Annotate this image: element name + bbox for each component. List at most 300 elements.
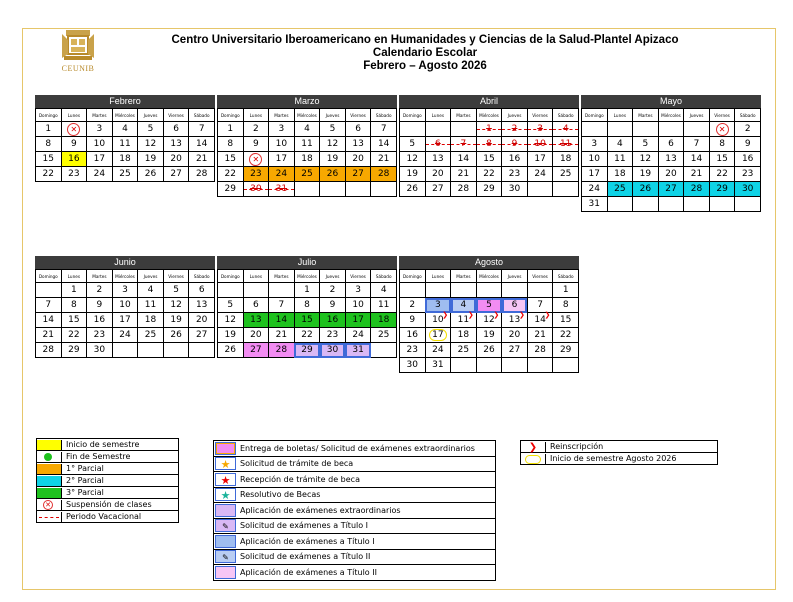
day-number: 18 (119, 154, 131, 164)
day-number: 6 (355, 124, 361, 134)
day-number: 11 (614, 154, 626, 164)
legend-label: Recepción de trámite de beca (240, 474, 360, 484)
blue-doc-icon: ✎ (215, 550, 236, 563)
month-name: Junio (35, 256, 215, 269)
day-cell (451, 283, 477, 298)
day-number: 20 (432, 169, 444, 179)
day-cell (607, 197, 633, 212)
day-cell (476, 182, 502, 197)
day-cell (112, 167, 138, 182)
day-number: 30 (741, 184, 754, 194)
legend-label: Reinscripción (550, 442, 604, 451)
day-cell (400, 328, 426, 343)
calendar-title: Calendario Escolar (372, 47, 478, 59)
day-name: Lunes (425, 270, 451, 283)
day-cell (425, 313, 451, 328)
day-name: Martes (269, 270, 295, 283)
day-number: 31 (275, 184, 288, 194)
day-cell (527, 358, 553, 373)
day-number: 10 (432, 315, 444, 325)
day-number: 18 (377, 315, 390, 325)
day-number: 8 (486, 139, 492, 149)
month-name: Marzo (217, 95, 397, 108)
day-cell (527, 122, 553, 137)
day-number: 19 (483, 330, 495, 340)
day-cell (451, 182, 477, 197)
day-cell (476, 328, 502, 343)
day-cell (527, 137, 553, 152)
day-number: 26 (483, 345, 495, 355)
day-number: 21 (457, 169, 470, 179)
day-number: 18 (457, 330, 470, 340)
day-number: 27 (352, 169, 364, 179)
day-cell (163, 328, 189, 343)
day-cell (502, 152, 528, 167)
day-number: 8 (227, 139, 234, 149)
legend-item (37, 499, 178, 511)
day-cell (243, 152, 269, 167)
legend-label: Inicio de semestre (66, 440, 140, 449)
day-name: Lunes (61, 109, 87, 122)
month-name: Mayo (581, 95, 761, 108)
day-cell (345, 313, 371, 328)
dash-icon (37, 512, 62, 522)
legend-label: Solicitud de exámenes a Título I (240, 521, 369, 531)
month-agosto (399, 256, 579, 373)
day-number: 5 (409, 139, 416, 149)
day-number: 14 (534, 315, 546, 325)
day-number: 13 (250, 315, 262, 325)
day-number: 10 (119, 300, 131, 310)
day-number: 28 (377, 169, 390, 179)
day-number: 11 (377, 300, 390, 310)
day-cell (607, 152, 633, 167)
day-cell (633, 152, 659, 167)
day-cell (709, 182, 735, 197)
legend-label: Fin de Semestre (66, 452, 131, 461)
reinscription-icon: ❯ (518, 311, 525, 319)
day-name: Jueves (684, 109, 710, 122)
day-cell (163, 152, 189, 167)
day-number: 11 (301, 139, 313, 149)
day-cell (425, 122, 451, 137)
day-cell (527, 328, 553, 343)
day-number: 18 (614, 169, 626, 179)
day-name: Martes (633, 109, 659, 122)
day-number: 15 (224, 154, 236, 164)
day-number: 25 (559, 169, 572, 179)
day-cell (425, 167, 451, 182)
day-number: 12 (326, 139, 339, 149)
day-number: 22 (483, 169, 495, 179)
day-number: 7 (537, 300, 543, 310)
day-cell (553, 283, 579, 298)
day-cell (138, 122, 164, 137)
day-cell (451, 328, 477, 343)
day-cell (218, 313, 244, 328)
day-number: 25 (457, 345, 470, 355)
day-number: 19 (639, 169, 652, 179)
day-name: Miércoles (112, 109, 138, 122)
day-number: 6 (434, 139, 441, 149)
day-cell (345, 122, 371, 137)
day-number: 13 (352, 139, 364, 149)
day-cell (451, 167, 477, 182)
day-number: 26 (406, 184, 418, 194)
day-cell (451, 313, 477, 328)
day-cell (451, 122, 477, 137)
legend-item (214, 441, 495, 457)
day-number: 17 (93, 154, 106, 164)
day-cell (61, 313, 87, 328)
pink-box-icon (215, 442, 236, 455)
day-cell (371, 328, 397, 343)
day-number: 14 (195, 139, 208, 149)
day-cell (294, 122, 320, 137)
day-cell (243, 167, 269, 182)
day-name: Lunes (243, 270, 269, 283)
day-cell (502, 122, 528, 137)
day-cell (243, 137, 269, 152)
day-name: Miércoles (294, 270, 320, 283)
day-cell (189, 343, 215, 358)
day-number: 22 (68, 330, 80, 340)
day-cell (582, 182, 608, 197)
day-number: 19 (406, 169, 418, 179)
day-number: 21 (534, 330, 546, 340)
day-cell (476, 137, 502, 152)
day-number: 3 (537, 124, 543, 134)
day-cell (735, 152, 761, 167)
day-number: 4 (616, 139, 623, 149)
day-number: 5 (173, 285, 179, 295)
day-number: 30 (326, 345, 339, 355)
day-number: 10 (352, 300, 364, 310)
day-cell (400, 152, 426, 167)
day-cell (163, 313, 189, 328)
day-number: 11 (119, 139, 131, 149)
day-number: 23 (741, 169, 754, 179)
day-number: 12 (170, 300, 182, 310)
day-number: 28 (275, 345, 288, 355)
day-number: 29 (716, 184, 728, 194)
day-number: 24 (588, 184, 600, 194)
day-number: 6 (668, 139, 674, 149)
legend-item (521, 441, 717, 453)
day-cell (189, 122, 215, 137)
day-cell (425, 358, 451, 373)
day-number: 14 (42, 315, 54, 325)
day-name: Lunes (61, 270, 87, 283)
day-cell (36, 137, 62, 152)
legend-label: 1° Parcial (66, 464, 104, 473)
day-number: 25 (144, 330, 157, 340)
day-cell (582, 167, 608, 182)
day-cell (371, 167, 397, 182)
day-number: 12 (144, 139, 157, 149)
teal-star-icon: ★ (215, 488, 236, 501)
day-cell (138, 283, 164, 298)
day-number: 9 (409, 315, 416, 325)
day-number: 18 (144, 315, 157, 325)
day-number: 28 (42, 345, 54, 355)
orange-star-icon: ★ (215, 457, 236, 470)
day-cell (61, 167, 87, 182)
suspension-icon: ✕ (249, 153, 262, 166)
day-cell (345, 283, 371, 298)
day-cell (87, 283, 113, 298)
day-name: Sábado (189, 270, 215, 283)
day-number: 17 (275, 154, 288, 164)
day-number: 6 (198, 285, 205, 295)
day-number: 16 (93, 315, 106, 325)
legend-label: 2° Parcial (66, 476, 104, 485)
legend-item (214, 472, 495, 488)
legend-item (214, 488, 495, 504)
day-number: 16 (508, 154, 521, 164)
day-number: 27 (250, 345, 262, 355)
day-number: 1 (562, 285, 569, 295)
legend-label: Resolutivo de Becas (240, 490, 321, 500)
day-number: 24 (93, 169, 106, 179)
day-cell (269, 313, 295, 328)
day-number: 24 (275, 169, 288, 179)
reinscription-icon: ❯ (442, 311, 449, 319)
day-cell (553, 182, 579, 197)
day-number: 8 (562, 300, 569, 310)
legend-item (214, 565, 495, 580)
day-number: 25 (377, 330, 390, 340)
day-number: 10 (93, 139, 106, 149)
day-cell (684, 122, 710, 137)
lav-box-icon (215, 504, 236, 517)
day-number: 19 (224, 330, 236, 340)
day-number: 28 (195, 169, 208, 179)
sus-icon-icon: ✕ (37, 500, 62, 510)
day-cell (243, 328, 269, 343)
day-cell (320, 328, 346, 343)
day-cell (61, 283, 87, 298)
day-number: 12 (406, 154, 418, 164)
day-cell (502, 182, 528, 197)
day-cell (294, 343, 320, 358)
day-number: 31 (588, 199, 600, 209)
day-cell (345, 152, 371, 167)
day-cell (218, 298, 244, 313)
day-cell (527, 152, 553, 167)
day-cell (61, 328, 87, 343)
day-cell (294, 283, 320, 298)
day-cell (476, 313, 502, 328)
day-cell (320, 298, 346, 313)
lav-doc-icon: ✎ (215, 519, 236, 532)
legend-label: Aplicación de exámenes extraordinarios (240, 505, 401, 515)
day-cell (269, 182, 295, 197)
day-number: 23 (406, 345, 418, 355)
day-number: 16 (68, 154, 80, 164)
day-cell (709, 152, 735, 167)
day-number: 24 (352, 330, 364, 340)
day-number: 10 (534, 139, 546, 149)
day-cell (294, 328, 320, 343)
day-cell (451, 137, 477, 152)
day-cell (138, 343, 164, 358)
day-cell (400, 122, 426, 137)
day-cell (371, 313, 397, 328)
day-cell (243, 298, 269, 313)
day-number: 29 (483, 184, 495, 194)
day-cell (400, 358, 426, 373)
day-cell (371, 182, 397, 197)
day-cell (371, 298, 397, 313)
day-cell (112, 137, 138, 152)
day-cell (582, 197, 608, 212)
legend-left (36, 438, 179, 523)
day-number: 25 (614, 184, 626, 194)
day-number: 19 (144, 154, 157, 164)
day-number: 8 (45, 139, 52, 149)
day-cell (87, 298, 113, 313)
day-name: Jueves (320, 270, 346, 283)
day-cell (87, 167, 113, 182)
day-cell (243, 283, 269, 298)
day-cell (218, 328, 244, 343)
day-number: 5 (227, 300, 234, 310)
day-number: 2 (96, 285, 103, 295)
day-number: 7 (278, 300, 285, 310)
day-cell (553, 167, 579, 182)
day-cell (553, 137, 579, 152)
day-number: 3 (591, 139, 598, 149)
day-number: 7 (460, 139, 467, 149)
day-number: 13 (195, 300, 208, 310)
day-number: 15 (301, 315, 313, 325)
day-name: Martes (451, 270, 477, 283)
suspension-icon: ✕ (716, 123, 729, 136)
month-abril (399, 95, 579, 197)
day-number: 16 (406, 330, 418, 340)
day-name: Viernes (527, 109, 553, 122)
day-number: 22 (42, 169, 54, 179)
day-number: 23 (326, 330, 339, 340)
day-cell (189, 283, 215, 298)
day-cell (400, 313, 426, 328)
day-cell (582, 122, 608, 137)
day-cell (400, 298, 426, 313)
legend-item (214, 534, 495, 550)
day-cell (735, 122, 761, 137)
day-cell (684, 197, 710, 212)
day-number: 21 (275, 330, 288, 340)
day-name: Jueves (502, 109, 528, 122)
day-number: 29 (559, 345, 572, 355)
day-name: Viernes (345, 270, 371, 283)
day-cell (553, 313, 579, 328)
legend-label: Suspensión de clases (66, 500, 152, 509)
crest-icon (58, 28, 98, 64)
day-number: 20 (508, 330, 521, 340)
day-name: Sábado (735, 109, 761, 122)
legend-right (520, 440, 718, 465)
day-number: 28 (534, 345, 546, 355)
day-cell (502, 283, 528, 298)
day-number: 5 (147, 124, 154, 134)
day-cell (61, 122, 87, 137)
day-cell (607, 122, 633, 137)
day-cell (709, 137, 735, 152)
day-cell (607, 167, 633, 182)
day-cell (269, 122, 295, 137)
period-title: Febrero – Agosto 2026 (363, 60, 487, 72)
day-name: Domingo (218, 109, 244, 122)
day-cell (658, 122, 684, 137)
day-name: Miércoles (476, 270, 502, 283)
legend-item (37, 475, 178, 487)
day-number: 25 (119, 169, 131, 179)
day-cell (451, 358, 477, 373)
day-number: 2 (329, 285, 336, 295)
day-cell (345, 167, 371, 182)
day-number: 26 (144, 169, 157, 179)
day-cell (163, 298, 189, 313)
day-cell (425, 182, 451, 197)
day-cell (502, 358, 528, 373)
day-cell (218, 152, 244, 167)
day-cell (425, 328, 451, 343)
day-cell (371, 137, 397, 152)
day-number: 13 (508, 315, 521, 325)
day-number: 20 (352, 154, 364, 164)
day-cell (138, 313, 164, 328)
green-dot-icon (37, 452, 62, 462)
day-cell (87, 122, 113, 137)
day-number: 14 (275, 315, 288, 325)
day-cell (502, 328, 528, 343)
day-cell (527, 182, 553, 197)
day-number: 4 (460, 300, 467, 310)
day-cell (218, 167, 244, 182)
day-number: 30 (250, 184, 262, 194)
day-number: 17 (119, 315, 131, 325)
day-name: Viernes (527, 270, 553, 283)
day-cell (502, 137, 528, 152)
day-number: 10 (588, 154, 600, 164)
day-number: 27 (170, 169, 182, 179)
day-cell (633, 182, 659, 197)
day-name: Domingo (36, 270, 62, 283)
day-name: Miércoles (112, 270, 138, 283)
legend-item (37, 439, 178, 451)
day-cell (425, 152, 451, 167)
day-cell (163, 167, 189, 182)
day-number: 23 (250, 169, 262, 179)
day-name: Jueves (320, 109, 346, 122)
day-number: 11 (559, 139, 572, 149)
day-number: 5 (486, 300, 492, 310)
day-number: 23 (68, 169, 80, 179)
yellow-icon (37, 440, 62, 450)
day-cell (294, 167, 320, 182)
day-name: Viernes (163, 109, 189, 122)
day-cell (36, 328, 62, 343)
day-number: 18 (559, 154, 572, 164)
month-name: Julio (217, 256, 397, 269)
day-cell (400, 167, 426, 182)
day-cell (451, 152, 477, 167)
day-cell (527, 167, 553, 182)
day-number: 20 (665, 169, 677, 179)
legend-item (37, 463, 178, 475)
